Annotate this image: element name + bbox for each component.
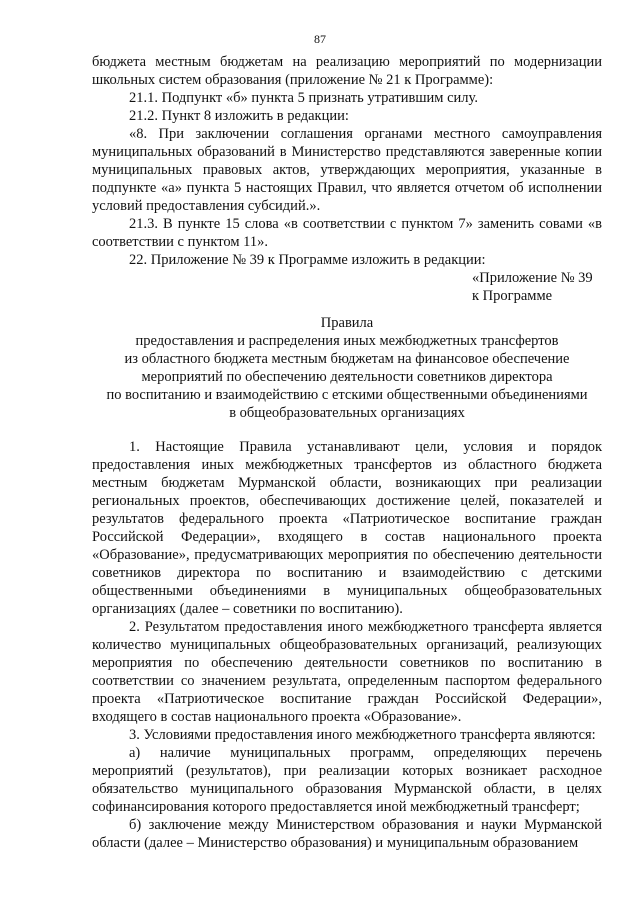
appendix-reference (472, 269, 602, 305)
spacer (92, 422, 602, 438)
rules-paragraph-2: 2. Результатом предоставления иного межбюджетного трансферта является количество муниципальных общеобразовательных организаций, реализующих мероприятия по обеспечению деятельности советников по воспитанию в соответствии со значением результата, определенным паспортом федерального проекта «Патриотическое воспитание граждан Российской Федерации», входящего в состав национального проекта «Образование». (92, 619, 602, 725)
rules-title-line-2: из областного бюджета местным бюджетам на финансовое обеспечение (124, 351, 570, 367)
rules-title-line-4: по воспитанию и взаимодействию с етскими общественными объединениями (106, 387, 588, 403)
paragraph-21-2: 21.2. Пункт 8 изложить в редакции: (129, 108, 349, 124)
rules-paragraph-3b: б) заключение между Министерством образования и науки Мурманской области (далее – Министерство образования) и муниципальным образованием (92, 817, 602, 851)
page-number: 87 (314, 32, 326, 46)
rules-title-line-1: предоставления и распределения иных межбюджетных трансфертов (135, 333, 559, 349)
rules-paragraph-3a: а) наличие муниципальных программ, определяющих перечень мероприятий (результатов), при реализации которых возникает расходное обязательство муниципального образования Мурманской области, в целях софинансирования которого предоставляется иной межбюджетный трансферт; (92, 745, 602, 815)
paragraph-21-3: 21.3. В пункте 15 слова «в соответствии с пунктом 7» заменить совами «в соответствии с пунктом 11». (92, 216, 602, 250)
rules-title-line-3: мероприятий по обеспечению деятельности советников директора (141, 369, 553, 385)
appendix-reference-line-1: «Приложение № 39 (472, 270, 593, 286)
rules-paragraph-3: 3. Условиями предоставления иного межбюджетного трансферта являются: (129, 727, 596, 743)
paragraph-21-1: 21.1. Подпункт «б» пункта 5 признать утратившим силу. (129, 90, 478, 106)
appendix-reference-line-2: к Программе (472, 288, 553, 304)
rules-paragraph-1: 1. Настоящие Правила устанавливают цели, условия и порядок предоставления иных межбюджетных трансфертов из областного бюджета местным бюджетам Мурманской области, возникающих при реализации региональных проектов, обеспечивающих достижение целей, показателей и результатов федерального проекта «Патриотическое воспитание граждан Российской Федерации», входящего в состав национального проекта «Образование», предусматривающих мероприятия по обеспечению деятельности советников директора по воспитанию и взаимодействию с детскими общественными объединениями в муниципальных общеобразовательных организациях (далее – советники по воспитанию). (92, 439, 602, 617)
rules-title-line-5: в общеобразовательных организациях (229, 405, 465, 421)
paragraph-quoted-8: «8. При заключении соглашения органами местного самоуправления муниципальных образований в Министерство представляются заверенные копии муниципальных правовых актов, утверждающих мероприятия, указанные в подпункте «а» пункта 5 настоящих Правил, что является отчетом об исполнении условий предоставления субсидий.». (92, 126, 602, 214)
paragraph-continuation: бюджета местным бюджетам на реализацию мероприятий по модернизации школьных систем образования (приложение № 21 к Программе): (92, 54, 602, 88)
paragraph-22: 22. Приложение № 39 к Программе изложить в редакции: (129, 252, 486, 268)
rules-title-word: Правила (320, 315, 374, 331)
document-body (92, 53, 602, 852)
